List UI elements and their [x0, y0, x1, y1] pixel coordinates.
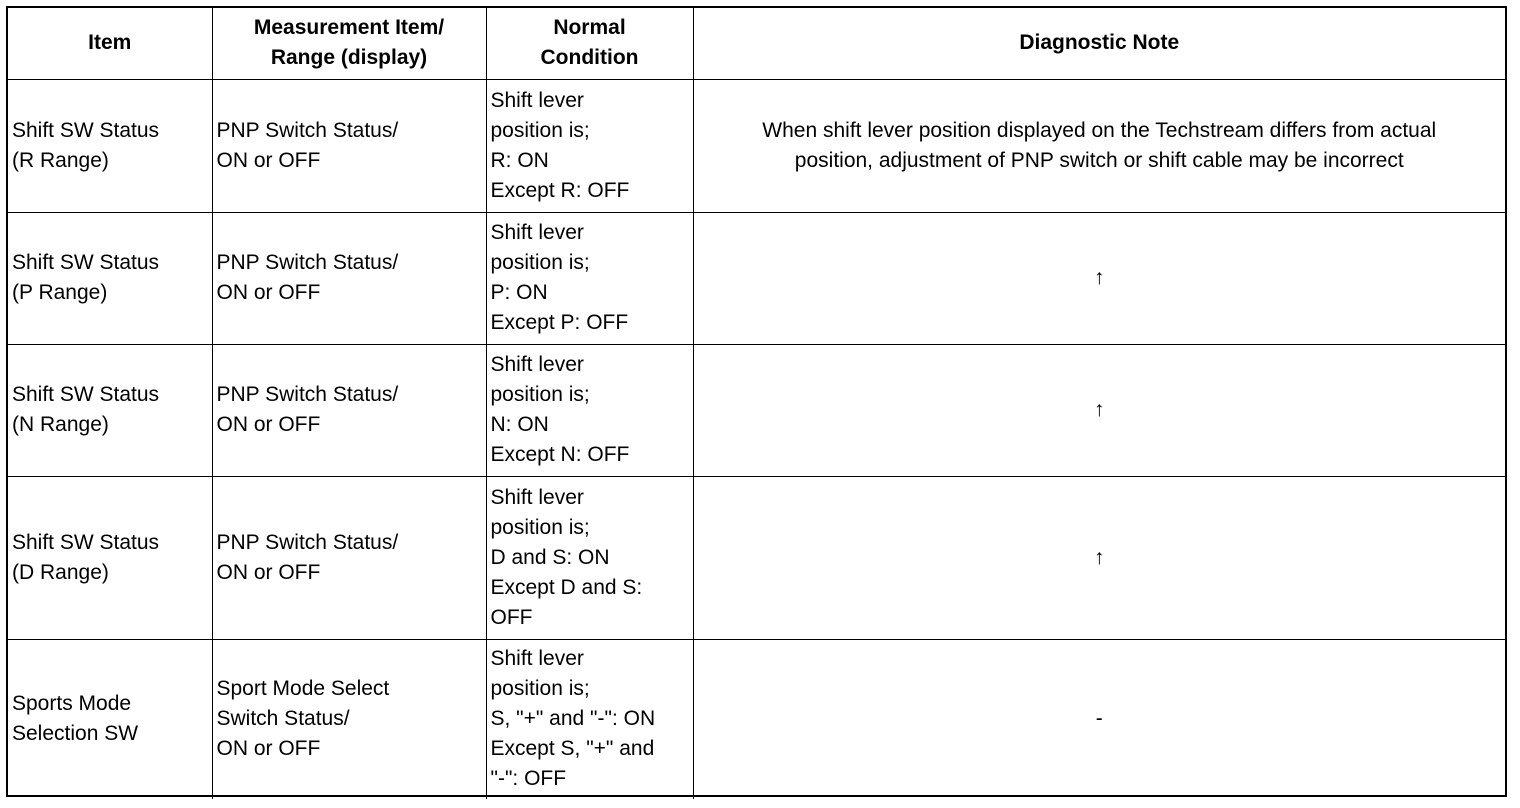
diagnostic-table-frame: [6, 6, 1507, 797]
header-item: Item: [8, 8, 212, 79]
cell-note: ↑: [693, 212, 1505, 344]
header-row: [8, 8, 1505, 79]
table-row: [8, 639, 1505, 799]
cell-item: Shift SW Status (D Range): [8, 476, 212, 639]
header-measurement: Measurement Item/ Range (display): [212, 8, 486, 79]
cell-item: Sports Mode Selection SW: [8, 639, 212, 799]
table-row: [8, 79, 1505, 212]
cell-note: ↑: [693, 344, 1505, 476]
cell-measurement: PNP Switch Status/ ON or OFF: [212, 476, 486, 639]
cell-item: Shift SW Status (P Range): [8, 212, 212, 344]
cell-item: Shift SW Status (N Range): [8, 344, 212, 476]
cell-note: -: [693, 639, 1505, 799]
header-diagnostic-note: Diagnostic Note: [693, 8, 1505, 79]
table-row: [8, 476, 1505, 639]
cell-condition: Shift lever position is; D and S: ON Except D and S: OFF: [486, 476, 693, 639]
cell-condition: Shift lever position is; R: ON Except R: OFF: [486, 79, 693, 212]
cell-note: When shift lever position displayed on the Techstream differs from actual position, adjustment of PNP switch or shift cable may be incorrect: [693, 79, 1505, 212]
cell-measurement: Sport Mode Select Switch Status/ ON or OFF: [212, 639, 486, 799]
diagnostic-table: [8, 8, 1505, 799]
cell-item: Shift SW Status (R Range): [8, 79, 212, 212]
cell-note: ↑: [693, 476, 1505, 639]
table-row: [8, 212, 1505, 344]
header-condition: Normal Condition: [486, 8, 693, 79]
table-row: [8, 344, 1505, 476]
cell-condition: Shift lever position is; S, "+" and "-": ON Except S, "+" and "-": OFF: [486, 639, 693, 799]
cell-measurement: PNP Switch Status/ ON or OFF: [212, 79, 486, 212]
cell-measurement: PNP Switch Status/ ON or OFF: [212, 344, 486, 476]
cell-measurement: PNP Switch Status/ ON or OFF: [212, 212, 486, 344]
cell-condition: Shift lever position is; P: ON Except P: OFF: [486, 212, 693, 344]
cell-condition: Shift lever position is; N: ON Except N: OFF: [486, 344, 693, 476]
